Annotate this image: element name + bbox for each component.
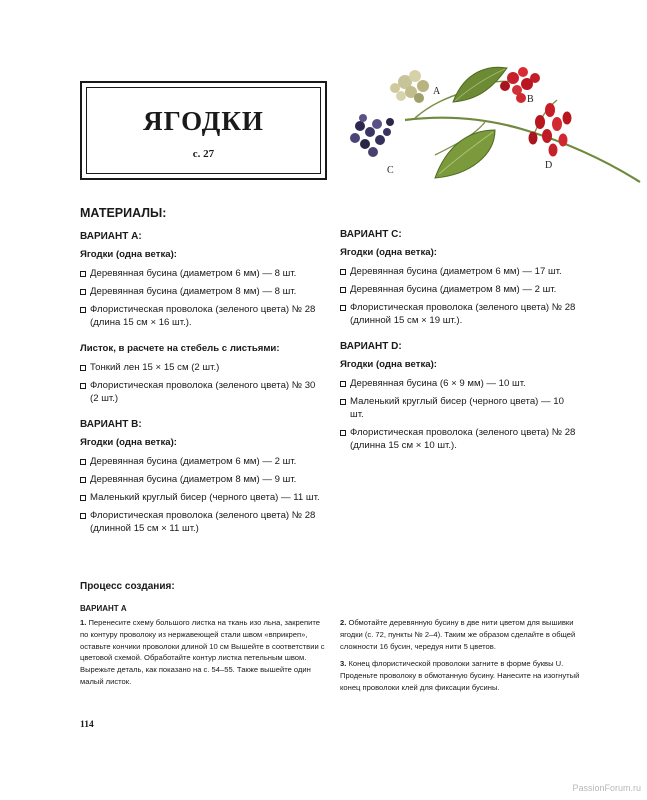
label-b: B (527, 94, 534, 105)
list-item: Деревянная бусина (6 × 9 мм) — 10 шт. (340, 377, 580, 390)
variant-a-berries-heading: Ягодки (одна ветка): (80, 249, 177, 260)
process-heading: Процесс создания: (80, 581, 175, 592)
list-item: Деревянная бусина (диаметром 8 мм) — 2 шт. (340, 283, 580, 296)
list-item: Деревянная бусина (диаметром 6 мм) — 2 шт. (80, 455, 325, 468)
title-box-inner-border (86, 87, 321, 174)
title-box (80, 81, 327, 180)
list-item: Флористическая проволока (зеленого цвета) № 28 (длинной 15 см × 19 шт.). (340, 301, 580, 327)
variant-c-berries-heading: Ягодки (одна ветка): (340, 247, 437, 258)
leaf-heading: Листок, в расчете на стебель с листьями: (80, 343, 280, 354)
page-title: ЯГОДКИ (143, 106, 264, 136)
list-item: Маленький круглый бисер (черного цвета) — 11 шт. (80, 491, 325, 504)
list-item: Деревянная бусина (диаметром 8 мм) — 9 шт. (80, 473, 325, 486)
materials-heading: МАТЕРИАЛЫ: (80, 206, 167, 220)
process-step-2: 2. Обмотайте деревянную бусину в две нити цветом для вышивки ягодки (с. 72, пункты № 2–4). Таким же образом сделайте в общей сложности 16 бусин, чередуя нити 5 цветов. (340, 618, 576, 651)
variant-c-label: ВАРИАНТ C: (340, 229, 402, 240)
page-number: 114 (80, 720, 94, 730)
materials-left-column (80, 207, 325, 540)
materials-right-column (340, 228, 580, 457)
process-variant-label: ВАРИАНТ А (80, 604, 127, 613)
process-right-column (340, 617, 584, 700)
label-c: C (387, 165, 394, 176)
variant-d-label: ВАРИАНТ D: (340, 341, 402, 352)
label-d: D (545, 160, 553, 171)
process-step-1: 1. Перенесите схему большого листка на ткань изо льна, закрепите по контуру проволоку из нержавеющей стали швом «вприкреп», оставьте кончики проволоки длиной 10 см Вышейте в соответствии с цветовой схемой. Обработайте контур листка петельным швом. Вырежьте деталь, как показано на с. 54–55. Также вышейте один малый листок. (80, 618, 325, 686)
process-step-3: 3. Конец флористической проволоки загните в форме буквы U. Проденьте проволоку в обмотанную бусину. Нанесите на изогнутый конец проволоки клей для фиксации бусины. (340, 659, 580, 692)
list-item: Тонкий лен 15 × 15 см (2 шт.) (80, 361, 325, 374)
watermark: PassionForum.ru (572, 783, 641, 793)
label-a: A (433, 86, 441, 97)
process-left-column (80, 617, 326, 694)
variant-a-label: ВАРИАНТ А: (80, 231, 142, 242)
variant-b-label: ВАРИАНТ B: (80, 419, 142, 430)
list-item: Деревянная бусина (диаметром 8 мм) — 8 шт. (80, 285, 325, 298)
list-item: Флористическая проволока (зеленого цвета) № 28 (длина 15 см × 16 шт.). (80, 303, 325, 329)
variant-b-berries-heading: Ягодки (одна ветка): (80, 437, 177, 448)
list-item: Деревянная бусина (диаметром 6 мм) — 17 шт. (340, 265, 580, 278)
berry-branch-illustration (335, 60, 647, 185)
list-item: Маленький круглый бисер (черного цвета) — 10 шт. (340, 395, 580, 421)
list-item: Деревянная бусина (диаметром 6 мм) — 8 шт. (80, 267, 325, 280)
list-item: Флористическая проволока (зеленого цвета) № 30 (2 шт.) (80, 379, 325, 405)
page-reference: с. 27 (192, 148, 215, 160)
list-item: Флористическая проволока (зеленого цвета) № 28 (длинной 15 см × 11 шт.) (80, 509, 325, 535)
list-item: Флористическая проволока (зеленого цвета) № 28 (длинна 15 см × 10 шт.). (340, 426, 580, 452)
variant-d-berries-heading: Ягодки (одна ветка): (340, 359, 437, 370)
